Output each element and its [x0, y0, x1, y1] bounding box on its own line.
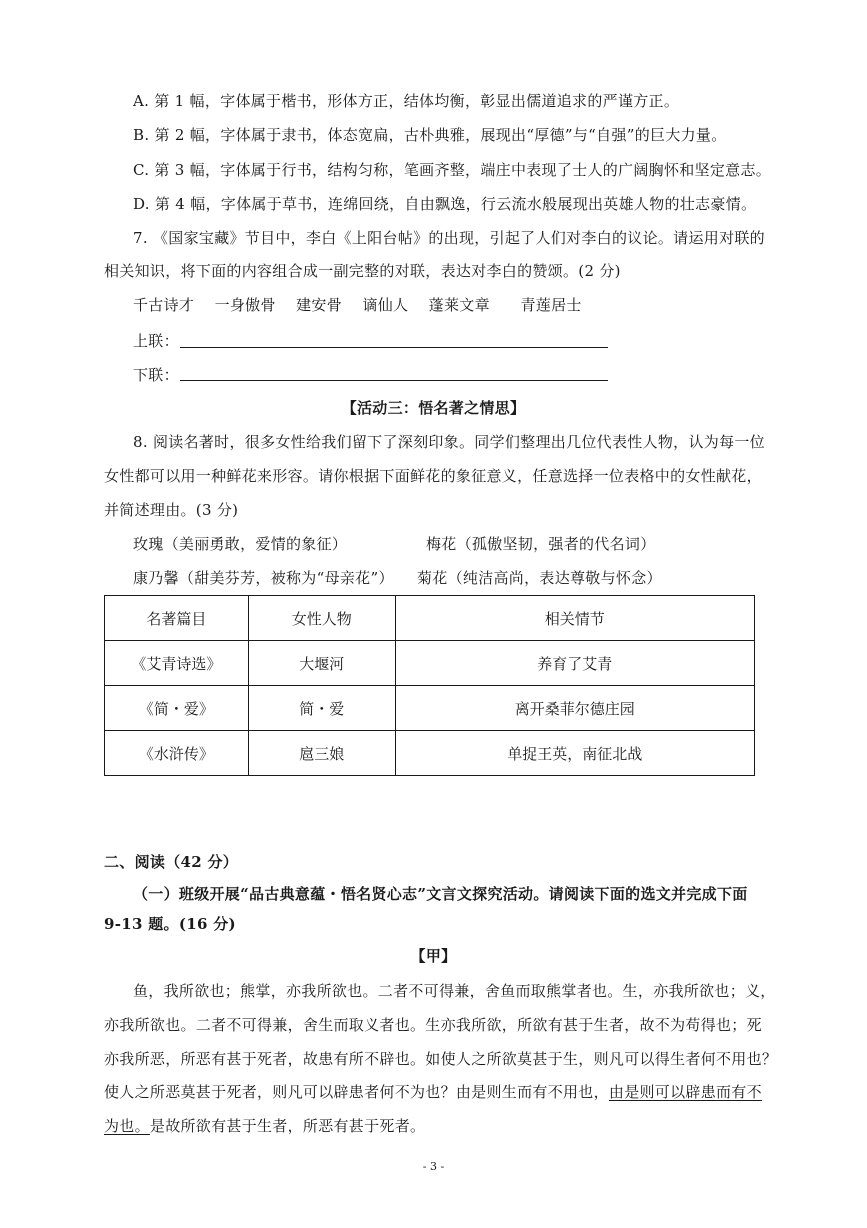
q8-line3: 并简述理由。(3 分)	[104, 501, 239, 519]
passage-line4-plain: 使人之所恶莫甚于死者，则凡可以辟患者何不为也？由是则生而有不用也，	[104, 1083, 609, 1101]
lower-couplet-label: 下联：	[133, 366, 179, 384]
table-cell: 离开桑菲尔德庄园	[395, 686, 754, 731]
works-table	[104, 595, 755, 776]
page-number: - 3 -	[422, 1160, 445, 1173]
table-cell: 《艾青诗选》	[105, 641, 249, 686]
passage-underlined-sentence-end: 为也。	[104, 1117, 150, 1135]
activity3-title: 【活动三：悟名著之情思】	[341, 399, 526, 417]
upper-couplet-blank[interactable]	[180, 347, 608, 348]
q7-options: 千古诗才 一身傲骨 建安骨 谪仙人 蓬莱文章 青莲居士	[133, 296, 582, 314]
table-cell: 《简・爱》	[105, 686, 249, 731]
table-cell: 养育了艾青	[395, 641, 754, 686]
passage-line5	[104, 1116, 425, 1136]
flower-plum: 梅花（孤傲坚韧，强者的代名词）	[426, 535, 656, 553]
flower-rose: 玫瑰（美丽勇敢，爱情的象征）	[133, 535, 348, 553]
lower-couplet-blank[interactable]	[180, 380, 608, 381]
upper-couplet-label: 上联：	[133, 332, 179, 350]
table-row	[105, 641, 755, 686]
passage-line1: 鱼，我所欲也；熊掌，亦我所欲也。二者不可得兼，舍鱼而取熊掌者也。生，亦我所欲也；义，	[133, 982, 776, 1000]
table-header: 女性人物	[248, 596, 395, 641]
passage-line5-plain: 是故所欲有甚于生者，所恶有甚于死者。	[149, 1117, 426, 1135]
table-cell: 简・爱	[248, 686, 395, 731]
section2-title: 二、阅读（42 分）	[104, 853, 239, 871]
option-c: C. 第 3 幅，字体属于行书，结构匀称，笔画齐整，端庄中表现了士人的广阔胸怀和坚定意志。	[133, 161, 772, 179]
passage-jia-title: 【甲】	[410, 947, 457, 965]
table-cell: 单捉王英，南征北战	[395, 731, 754, 776]
table-header: 相关情节	[395, 596, 754, 641]
q8-line2: 女性都可以用一种鲜花来形容。请你根据下面鲜花的象征意义，任意选择一位表格中的女性献花，	[104, 467, 762, 485]
table-cell: 大堰河	[248, 641, 395, 686]
option-d: D. 第 4 幅，字体属于草书，连绵回绕，自由飘逸，行云流水般展现出英雄人物的壮志豪情。	[133, 195, 757, 213]
option-b: B. 第 2 幅，字体属于隶书，体态宽扁，古朴典雅，展现出“厚德”与“自强”的巨大力量。	[133, 126, 727, 144]
q7-line1: 7. 《国家宝藏》节目中，李白《上阳台帖》的出现，引起了人们对李白的议论。请运用对联的	[133, 229, 765, 247]
table-row	[105, 731, 755, 776]
passage-line3: 亦我所恶，所恶有甚于死者，故患有所不辟也。如使人之所欲莫甚于生，则凡可以得生者何不用也？	[104, 1050, 778, 1068]
table-cell: 扈三娘	[248, 731, 395, 776]
flower-chrysanthemum: 菊花（纯洁高尚，表达尊敬与怀念）	[417, 569, 662, 587]
table-cell: 《水浒传》	[105, 731, 249, 776]
passage-line2: 亦我所欲也。二者不可得兼，舍生而取义者也。生亦我所欲，所欲有甚于生者，故不为苟得也；死	[104, 1016, 762, 1034]
q8-line1: 8. 阅读名著时，很多女性给我们留下了深刻印象。同学们整理出几位代表性人物，认为每一位	[133, 433, 765, 451]
passage-underlined-sentence-start: 由是则可以辟患而有不	[608, 1083, 762, 1101]
section2-subtitle-line1: （一）班级开展“品古典意蕴・悟名贤心志”文言文探究活动。请阅读下面的选文并完成下面	[133, 885, 748, 903]
passage-line4	[104, 1082, 762, 1102]
q7-line2: 相关知识，将下面的内容组合成一副完整的对联，表达对李白的赞颂。(2 分)	[104, 262, 621, 280]
table-row	[105, 686, 755, 731]
section2-subtitle-line2: 9-13 题。(16 分)	[104, 915, 236, 933]
table-header-row	[105, 596, 755, 641]
flower-carnation: 康乃馨（甜美芬芳，被称为“母亲花”）	[133, 569, 394, 587]
table-header: 名著篇目	[105, 596, 249, 641]
option-a: A. 第 1 幅，字体属于楷书，形体方正，结体均衡，彰显出儒道追求的严谨方正。	[133, 92, 680, 110]
